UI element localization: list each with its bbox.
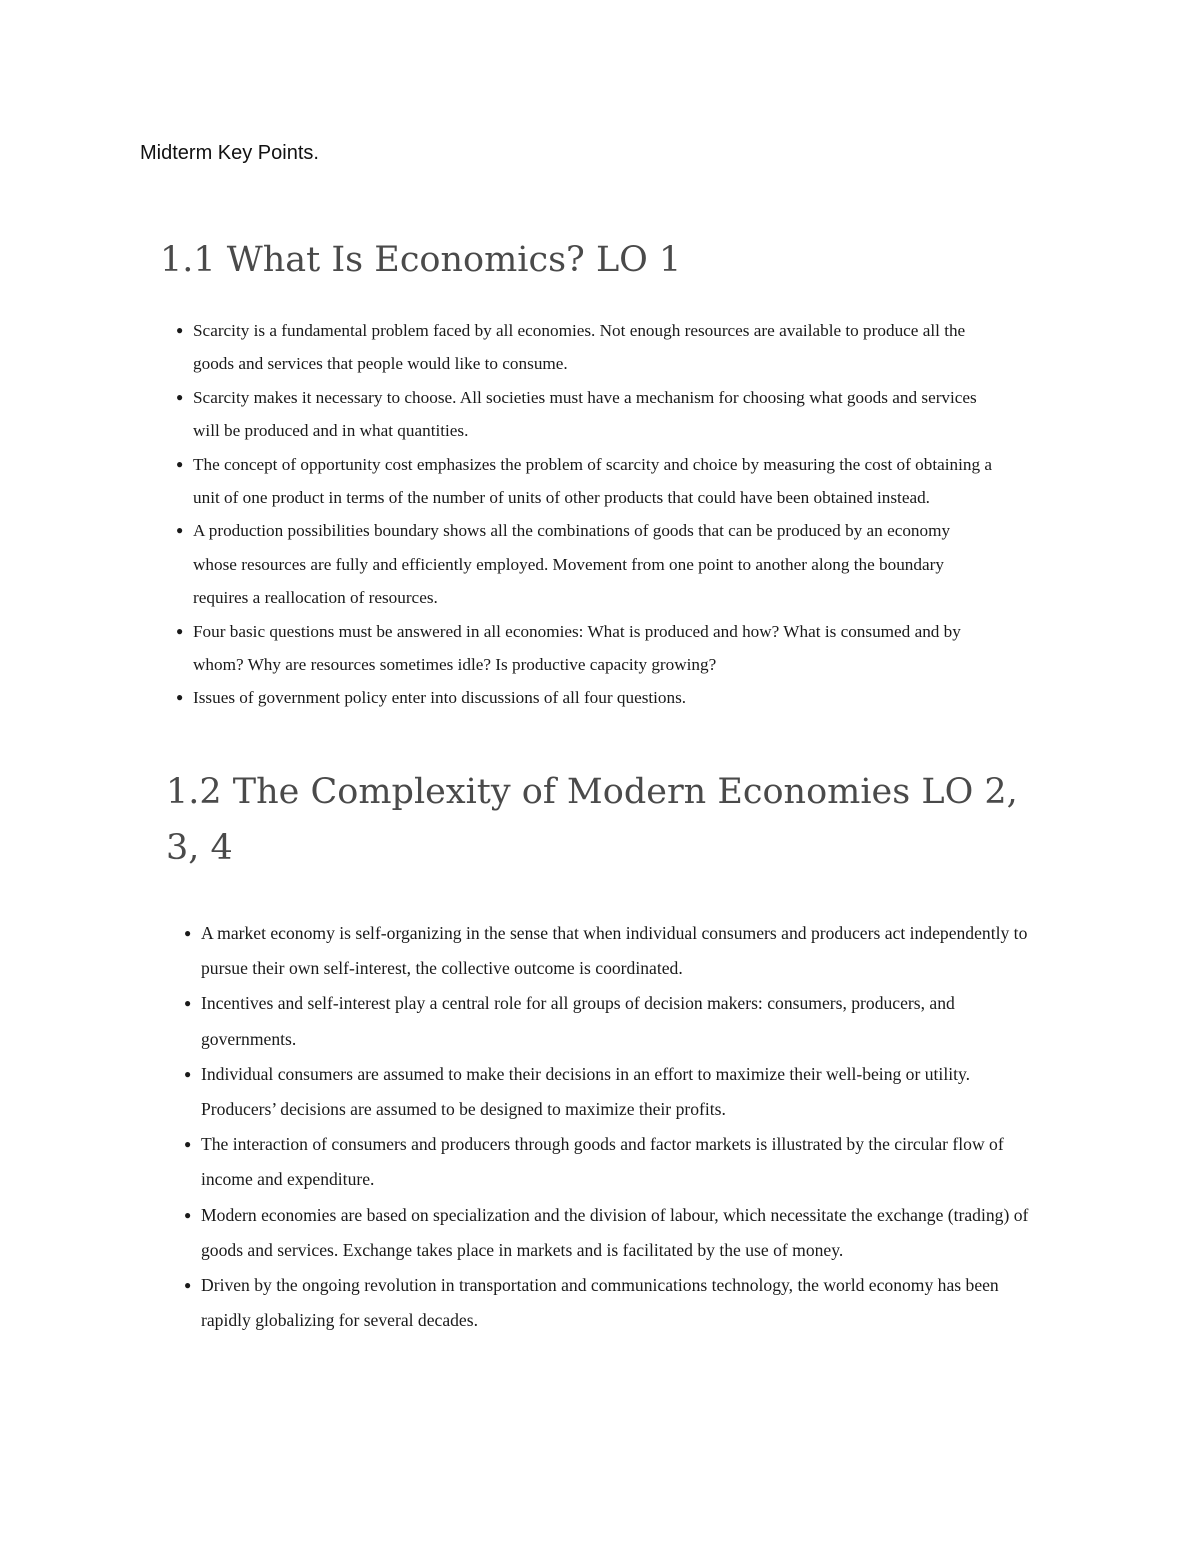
list-item-text: Driven by the ongoing revolution in transportation and communications technology, the world economy has been rapidly globalizing for several decades. [201,1275,999,1331]
list-item-text: A production possibilities boundary shows all the combinations of goods that can be produced by an economy whose resources are fully and efficiently employed. Movement from one point to another along the boundary requires a reallocation of resources. [193,521,951,608]
list-item [184,1198,1041,1268]
list-item-text: Scarcity is a fundamental problem faced by all economies. Not enough resources are available to produce all the goods and services that people would like to consume. [193,321,966,374]
list-item [176,615,993,682]
bullet-icon: ● [176,690,184,705]
page-title: Midterm Key Points. [140,142,319,164]
list-item [176,314,993,381]
list-item [176,448,993,515]
list-item-text: Individual consumers are assumed to make their decisions in an effort to maximize their well-being or utility. Producers’ decisions are assumed to be designed to maximize their profits. [201,1063,971,1120]
bullet-icon: ● [184,1207,192,1222]
list-item [184,1127,1041,1197]
section-heading: 1.1 What Is Economics? LO 1 [160,240,682,280]
list-item-text: Scarcity makes it necessary to choose. All societies must have a mechanism for choosing what goods and services will be produced and in what quantities. [193,387,977,441]
list-item [176,381,993,448]
bullet-icon: ● [176,389,184,404]
list-item [184,1268,1041,1338]
bullet-icon: ● [184,926,192,940]
list-item [184,986,1041,1056]
key-points-list [184,916,1041,1338]
list-item-text: Four basic questions must be answered in all economies: What is produced and how? What is consumed and by whom? Why are resources sometimes idle? Is productive capacity growing? [193,621,961,675]
list-item-text: Modern economies are based on specialization and the division of labour, which necessitate the exchange (trading) of goods and services. Exchange takes place in markets and is facilitated by the use of money. [201,1204,1029,1260]
list-item-text: The concept of opportunity cost emphasizes the problem of scarcity and choice by measuring the cost of obtaining a unit of one product in terms of the number of units of other products that could have been obtained instead. [193,454,992,508]
bullet-icon: ● [176,623,184,638]
list-item [184,1057,1041,1127]
list-item-text: The interaction of consumers and producers through goods and factor markets is illustrated by the circular flow of income and expenditure. [201,1134,1004,1190]
list-item-text: A market economy is self-organizing in the sense that when individual consumers and producers act independently to pursue their own self-interest, the collective outcome is coordinated. [201,923,1028,979]
bullet-icon: ● [184,1137,192,1152]
list-item [176,514,993,614]
list-item-text: Incentives and self-interest play a central role for all groups of decision makers: consumers, producers, and governments. [201,993,955,1049]
bullet-icon: ● [176,523,184,538]
section-what-is-economics [0,232,1200,715]
list-item [176,681,993,714]
bullet-icon: ● [184,1278,192,1293]
bullet-icon: ● [184,996,192,1011]
key-points-list [176,314,993,715]
list-item [184,916,1041,986]
list-item-text: Issues of government policy enter into discussions of all four questions. [193,688,687,708]
bullet-icon: ● [176,323,184,337]
section-complexity-of-modern-economies [0,764,1200,1338]
bullet-icon: ● [184,1066,192,1081]
section-heading: 1.2 The Complexity of Modern Economies LO 2, 3, 4 [166,772,1018,868]
bullet-icon: ● [176,456,184,471]
